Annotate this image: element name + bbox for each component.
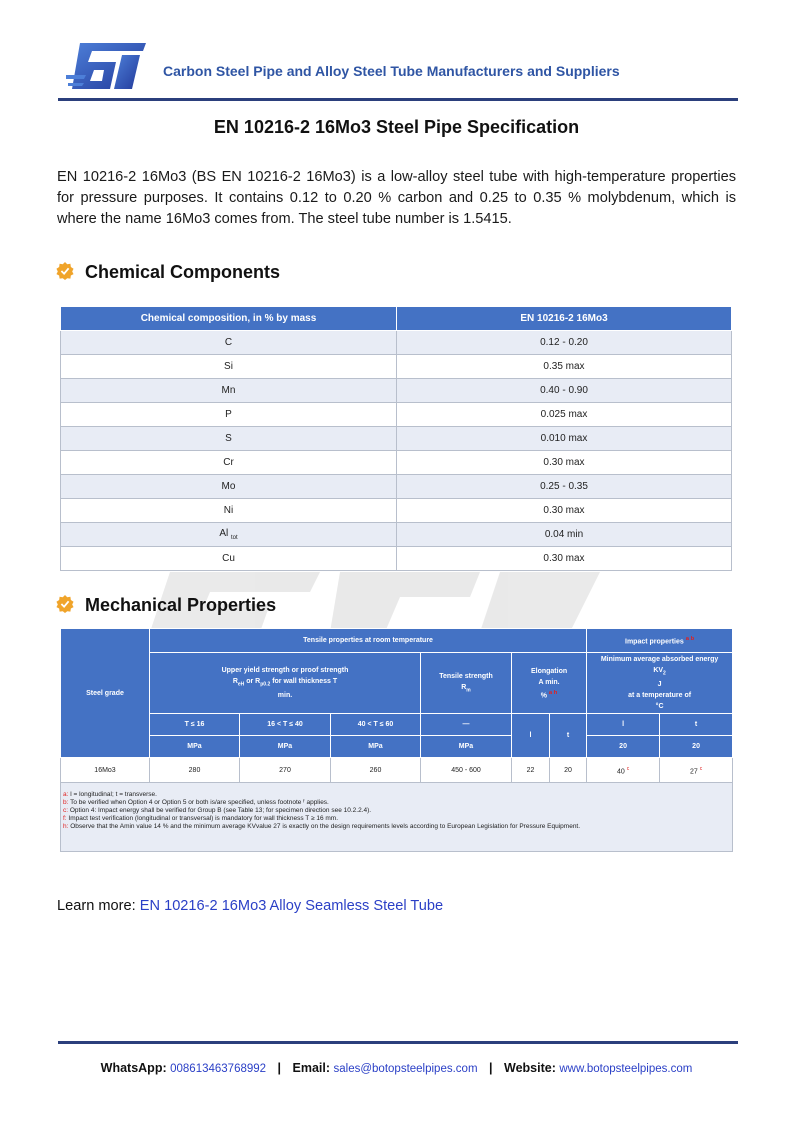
chemical-composition-table xyxy=(60,306,732,571)
table-row xyxy=(61,499,732,523)
note-item: a: l = longitudinal; t = transverse. xyxy=(63,791,157,799)
table-row xyxy=(61,475,732,499)
badge-check-icon xyxy=(56,262,74,280)
grade-cell: 16Mo3 xyxy=(61,758,150,783)
value-cell: 450 - 600 xyxy=(421,758,512,783)
absorbed-energy-header: Minimum average absorbed energy $KV_2$ J at a temperature of °C xyxy=(587,653,733,714)
value-cell: 260 xyxy=(331,758,421,783)
value-cell: 0.25 - 0.35 xyxy=(397,475,732,499)
tensile-strength-header: Tensile strength $R_m$ xyxy=(421,653,512,714)
yield-strength-header: Upper yield strength or proof strength $R_{eH}$ or $R_{p0.2}$ for wall thickness T min. xyxy=(150,653,421,714)
section-heading-mechanical: Mechanical Properties xyxy=(85,595,277,615)
learn-more xyxy=(57,898,443,914)
direction-header: t xyxy=(660,714,733,736)
header-title: Carbon Steel Pipe and Alloy Steel Tube Manufacturers and Suppliers xyxy=(163,63,620,79)
table-row xyxy=(61,427,732,451)
element-cell: Al $_{tot}$ xyxy=(61,523,397,547)
value-cell: 0.30 max xyxy=(397,547,732,571)
note-item: b: To be verified when Option 4 or Option 5 or both is/are specified, unless footnote ᶠ applies. xyxy=(63,799,329,807)
element-cell: Cu xyxy=(61,547,397,571)
value-cell: 27 $^c$ xyxy=(660,758,733,783)
table-row xyxy=(61,379,732,403)
company-logo xyxy=(66,41,148,91)
table-row xyxy=(61,451,732,475)
unit-header: MPa xyxy=(421,736,512,758)
note-item: c: Option 4: Impact energy shall be verified for Group B (see Table 13; for specimen direction see 10.2.2.4). xyxy=(63,807,372,815)
section-heading-chemical: Chemical Components xyxy=(85,262,281,282)
element-cell: Mn xyxy=(61,379,397,403)
direction-header: l xyxy=(512,714,550,758)
thickness-header: T ≤ 16 xyxy=(150,714,240,736)
footer-separator: | xyxy=(277,1061,282,1075)
email-link[interactable]: sales@botopsteelpipes.com xyxy=(333,1063,478,1075)
direction-header: t xyxy=(550,714,587,758)
value-cell: 0.30 max xyxy=(397,499,732,523)
table-header: Chemical composition, in % by mass xyxy=(61,307,397,331)
document-title: EN 10216-2 16Mo3 Steel Pipe Specification xyxy=(213,117,580,137)
unit-header: MPa xyxy=(240,736,331,758)
tensile-group-header: Tensile properties at room temperature xyxy=(150,629,587,653)
mechanical-properties-table xyxy=(60,628,733,852)
table-row xyxy=(61,403,732,427)
impact-group-header: Impact properties $^{a b}$ xyxy=(587,629,733,653)
temperature-header: 20 xyxy=(587,736,660,758)
table-header: EN 10216-2 16Mo3 xyxy=(397,307,732,331)
website-label: Website: xyxy=(504,1061,556,1075)
element-cell: Si xyxy=(61,355,397,379)
footer-contact xyxy=(0,1061,793,1075)
table-row xyxy=(61,547,732,571)
direction-header: l xyxy=(587,714,660,736)
elongation-header: Elongation A min. % $^{a h}$ xyxy=(512,653,587,714)
website-link[interactable]: www.botopsteelpipes.com xyxy=(559,1063,693,1075)
temperature-header: 20 xyxy=(660,736,733,758)
thickness-header: — xyxy=(421,714,512,736)
value-cell: 0.40 - 0.90 xyxy=(397,379,732,403)
unit-header: MPa xyxy=(150,736,240,758)
unit-header: MPa xyxy=(331,736,421,758)
element-cell: Mo xyxy=(61,475,397,499)
element-cell: Ni xyxy=(61,499,397,523)
header-divider xyxy=(58,98,738,101)
badge-check-icon xyxy=(56,595,74,613)
table-row xyxy=(61,355,732,379)
table-row xyxy=(61,523,732,547)
value-cell: 20 xyxy=(550,758,587,783)
table-row xyxy=(61,758,733,783)
footer-divider xyxy=(58,1041,738,1044)
value-cell: 0.010 max xyxy=(397,427,732,451)
note-item: f: Impact test verification (longitudinal or transversal) is mandatory for wall thickness T ≥ 16 mm. xyxy=(63,815,338,823)
value-cell: 270 xyxy=(240,758,331,783)
value-cell: 40 $^c$ xyxy=(587,758,660,783)
value-cell: 280 xyxy=(150,758,240,783)
element-cell: Cr xyxy=(61,451,397,475)
thickness-header: 16 < T ≤ 40 xyxy=(240,714,331,736)
steel-grade-header: Steel grade xyxy=(61,629,150,758)
learn-more-link[interactable]: EN 10216-2 16Mo3 Alloy Seamless Steel Tube xyxy=(139,898,444,914)
element-cell: P xyxy=(61,403,397,427)
value-cell: 0.35 max xyxy=(397,355,732,379)
value-cell: 22 xyxy=(512,758,550,783)
email-label: Email: xyxy=(292,1061,331,1075)
intro-paragraph: EN 10216-2 16Mo3 (BS EN 10216-2 16Mo3) is a low-alloy steel tube with high-temperature properties for pressure purposes. It contains 0.12 to 0.20 % carbon and 0.25 to 0.35 % molybdenum, which is where the name 16Mo3 comes from. The steel tube number is 1.5415. xyxy=(57,169,736,227)
value-cell: 0.025 max xyxy=(397,403,732,427)
element-cell: C xyxy=(61,331,397,355)
value-cell: 0.12 - 0.20 xyxy=(397,331,732,355)
learn-more-label: Learn more: xyxy=(57,898,140,914)
whatsapp-label: WhatsApp: xyxy=(100,1061,167,1075)
thickness-header: 40 < T ≤ 60 xyxy=(331,714,421,736)
element-cell: S xyxy=(61,427,397,451)
footer-separator: | xyxy=(489,1061,493,1075)
table-row xyxy=(61,331,732,355)
value-cell: 0.30 max xyxy=(397,451,732,475)
table-notes xyxy=(61,783,733,852)
value-cell: 0.04 min xyxy=(397,523,732,547)
whatsapp-number[interactable]: 008613463768992 xyxy=(170,1063,267,1075)
note-item: h: Observe that the Amin value 14 % and the minimum average KVvalue 27 is exactly on the design requirements levels according to European Legislation for Pressure Equipment. xyxy=(63,823,581,831)
